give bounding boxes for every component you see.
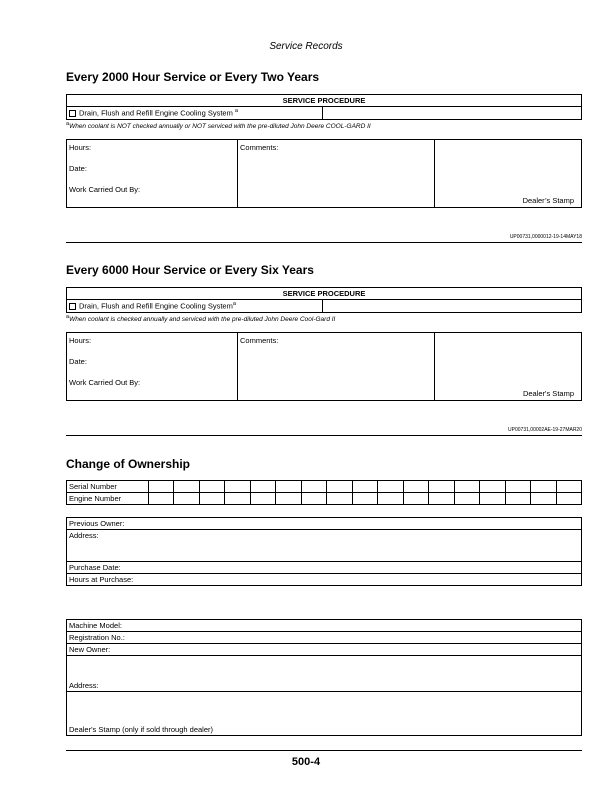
- digit-cell[interactable]: [403, 481, 428, 493]
- digit-cell[interactable]: [327, 493, 352, 505]
- address-label: Address:: [67, 656, 582, 692]
- footnote-text: When coolant is NOT checked annually or NOT serviced with the pre-diluted John Deere COOL-GARD II: [69, 123, 371, 131]
- procedure-item-row: [67, 107, 323, 120]
- footnote-marker: a: [66, 314, 70, 320]
- reference-code-2: UP00731,00002AE-19-27MAR20: [508, 427, 582, 433]
- footnote-marker: a: [232, 301, 236, 307]
- record-left-cell: [67, 333, 238, 400]
- hours-label: Hours:: [69, 143, 92, 152]
- digit-cell[interactable]: [403, 493, 428, 505]
- digit-cell[interactable]: [199, 481, 224, 493]
- procedure-item-label: Drain, Flush and Refill Engine Cooling System: [79, 108, 233, 118]
- digit-cell[interactable]: [327, 481, 352, 493]
- dealer-stamp-cell: [435, 333, 581, 400]
- digit-cell[interactable]: [250, 481, 275, 493]
- new-owner-label: New Owner:: [67, 644, 582, 656]
- section-title-6000-hour: Every 6000 Hour Service or Every Six Years: [66, 263, 314, 277]
- comments-cell: [238, 140, 435, 207]
- section-title-ownership: Change of Ownership: [66, 457, 191, 471]
- work-carried-out-label: Work Carried Out By:: [69, 185, 141, 194]
- digit-cell[interactable]: [454, 481, 479, 493]
- serial-number-row: [67, 481, 582, 493]
- address-label: Address:: [67, 530, 582, 562]
- hours-label: Hours:: [69, 336, 92, 345]
- page-number: 500-4: [291, 756, 321, 768]
- reference-code-1: UP00731,0000012-19-14MAY18: [509, 234, 582, 240]
- checkbox[interactable]: [69, 110, 76, 117]
- comments-label: Comments:: [240, 143, 279, 152]
- digit-cell[interactable]: [225, 493, 250, 505]
- procedure-item-row: [67, 300, 323, 313]
- digit-cell[interactable]: [480, 493, 505, 505]
- footnote-marker: a: [234, 108, 238, 114]
- previous-owner-label: Previous Owner:: [67, 518, 582, 530]
- comments-cell: [238, 333, 435, 400]
- footnote-marker: a: [66, 121, 70, 127]
- digit-cell[interactable]: [352, 481, 377, 493]
- service-procedure-header: SERVICE PROCEDURE: [67, 288, 582, 300]
- digit-cell[interactable]: [174, 493, 199, 505]
- procedure-item-label: Drain, Flush and Refill Engine Cooling System: [79, 301, 233, 311]
- digit-cell[interactable]: [531, 481, 556, 493]
- dealer-stamp-label: Dealer's Stamp: [522, 389, 574, 398]
- date-label: Date:: [69, 357, 87, 366]
- previous-owner-table: [66, 517, 582, 586]
- digit-cell[interactable]: [556, 481, 582, 493]
- date-label: Date:: [69, 164, 87, 173]
- service-record-box-2: [66, 332, 582, 401]
- digit-cell[interactable]: [225, 481, 250, 493]
- dealer-stamp-sold-label: Dealer's Stamp (only if sold through dealer): [67, 692, 582, 736]
- service-record-box-1: [66, 139, 582, 208]
- digit-cell[interactable]: [556, 493, 582, 505]
- digit-cell[interactable]: [378, 493, 403, 505]
- hours-at-purchase-label: Hours at Purchase:: [67, 574, 582, 586]
- digit-cell[interactable]: [276, 481, 301, 493]
- dealer-stamp-label: Dealer’s Stamp: [522, 196, 574, 205]
- machine-model-label: Machine Model:: [67, 620, 582, 632]
- digit-cell[interactable]: [199, 493, 224, 505]
- section-title-2000-hour: Every 2000 Hour Service or Every Two Years: [66, 70, 320, 84]
- checkbox[interactable]: [69, 303, 76, 310]
- serial-number-label: Serial Number: [67, 481, 149, 493]
- footnote-1: [66, 121, 371, 130]
- procedure-check-cell: [323, 300, 582, 313]
- engine-number-row: [67, 493, 582, 505]
- digit-cell[interactable]: [531, 493, 556, 505]
- footer-rule: [66, 750, 582, 751]
- procedure-check-cell: [323, 107, 582, 120]
- registration-no-label: Registration No.:: [67, 632, 582, 644]
- engine-number-label: Engine Number: [67, 493, 149, 505]
- service-procedure-table-2: [66, 287, 582, 313]
- digit-cell[interactable]: [480, 481, 505, 493]
- record-left-cell: [67, 140, 238, 207]
- digit-cell[interactable]: [301, 481, 326, 493]
- digit-cell[interactable]: [378, 481, 403, 493]
- digit-cell[interactable]: [429, 493, 454, 505]
- digit-cell[interactable]: [174, 481, 199, 493]
- work-carried-out-label: Work Carried Out By:: [69, 378, 141, 387]
- purchase-date-label: Purchase Date:: [67, 562, 582, 574]
- service-procedure-header: SERVICE PROCEDURE: [67, 95, 582, 107]
- footnote-2: [66, 314, 335, 323]
- comments-label: Comments:: [240, 336, 279, 345]
- digit-cell[interactable]: [149, 493, 174, 505]
- digit-cell[interactable]: [505, 481, 530, 493]
- digit-cell[interactable]: [250, 493, 275, 505]
- section-divider-1: [66, 242, 582, 243]
- dealer-stamp-cell: [435, 140, 581, 207]
- footnote-text: When coolant is checked annually and serviced with the pre-diluted John Deere Cool-Gard II: [69, 316, 336, 324]
- digit-cell[interactable]: [301, 493, 326, 505]
- digit-cell[interactable]: [149, 481, 174, 493]
- digit-cell[interactable]: [429, 481, 454, 493]
- serial-engine-number-table: [66, 480, 582, 505]
- digit-cell[interactable]: [505, 493, 530, 505]
- digit-cell[interactable]: [276, 493, 301, 505]
- service-procedure-table-1: [66, 94, 582, 120]
- digit-cell[interactable]: [454, 493, 479, 505]
- digit-cell[interactable]: [352, 493, 377, 505]
- running-head: Service Records: [269, 41, 343, 52]
- new-owner-table: [66, 619, 582, 736]
- section-divider-2: [66, 435, 582, 436]
